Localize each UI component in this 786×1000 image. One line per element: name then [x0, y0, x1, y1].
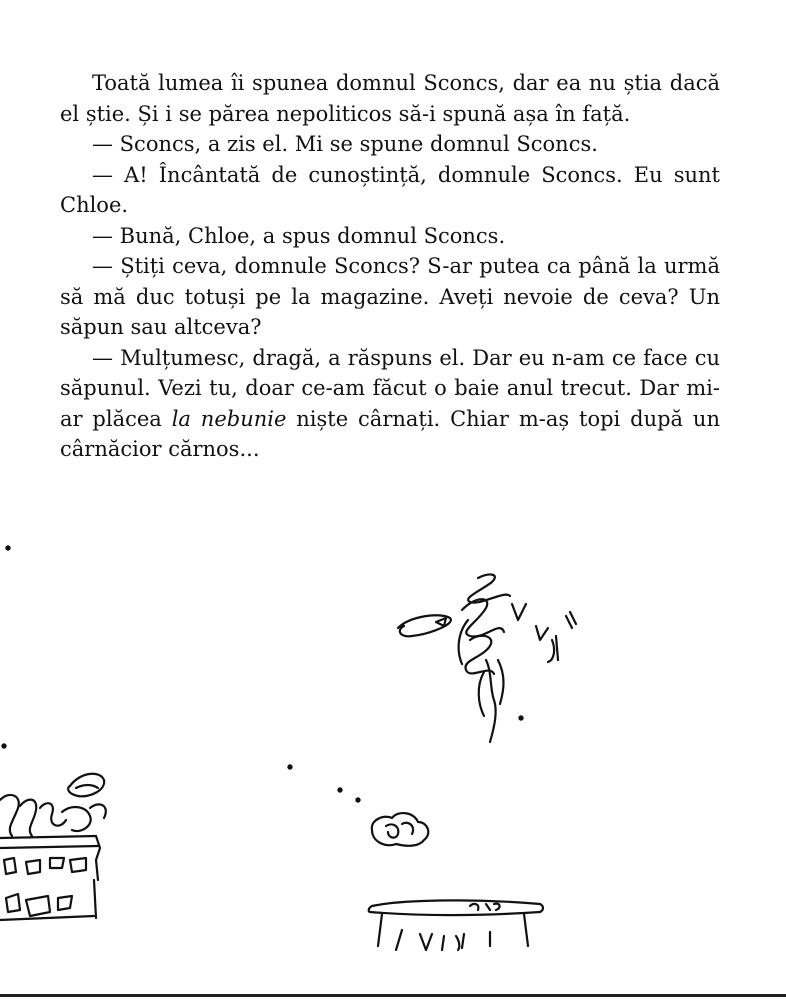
paragraph-7-italic: la nebunie [171, 406, 287, 431]
paragraph-1: Toată lumea îi spunea domnul Sconcs, dar ea nu știa dacă el știe. Și i se părea nepoliticos să-i spună așa în față. [60, 71, 720, 126]
paragraph-7-before: Dar mi-ar plăcea [60, 376, 720, 431]
paragraph-2: — Sconcs, a zis el. Mi se spune domnul Sconcs. [92, 132, 598, 156]
ink-dot [356, 798, 359, 801]
ink-dot [6, 546, 9, 549]
bush-scribble [372, 813, 428, 846]
story-text [60, 68, 720, 465]
paragraph-7-after: niște cârnați. Chiar m-aș topi după un cârnăcior cărnos... [60, 406, 720, 461]
table-scribble [369, 900, 543, 950]
ink-dot [519, 716, 522, 719]
paragraph-6 [60, 343, 720, 465]
paragraph-4: — Bună, Chloe, a spus domnul Sconcs. [92, 223, 506, 248]
tree-scribble [398, 575, 576, 742]
ink-dot [288, 765, 291, 768]
paragraph-6-text: — Mulțumesc, dragă, a răspuns el. Dar eu n-am ce face cu săpunul. Vezi tu, doar ce-am făcut o baie anul trecut. [60, 345, 720, 400]
page-bottom-edge [0, 994, 786, 997]
ink-dot [338, 788, 341, 791]
ink-dot [2, 744, 5, 747]
skunk-illustration [0, 520, 786, 1000]
paragraph-5: — Știți ceva, domnule Sconcs? S-ar putea ca până la urmă să mă duc totuși pe la magazine. Aveți nevoie de ceva? Un săpun sau altceva? [60, 254, 720, 339]
paragraph-3: — A! Încântată de cunoștință, domnule Sconcs. Eu sunt Chloe. [60, 162, 720, 217]
armchair-scribble [0, 774, 106, 920]
